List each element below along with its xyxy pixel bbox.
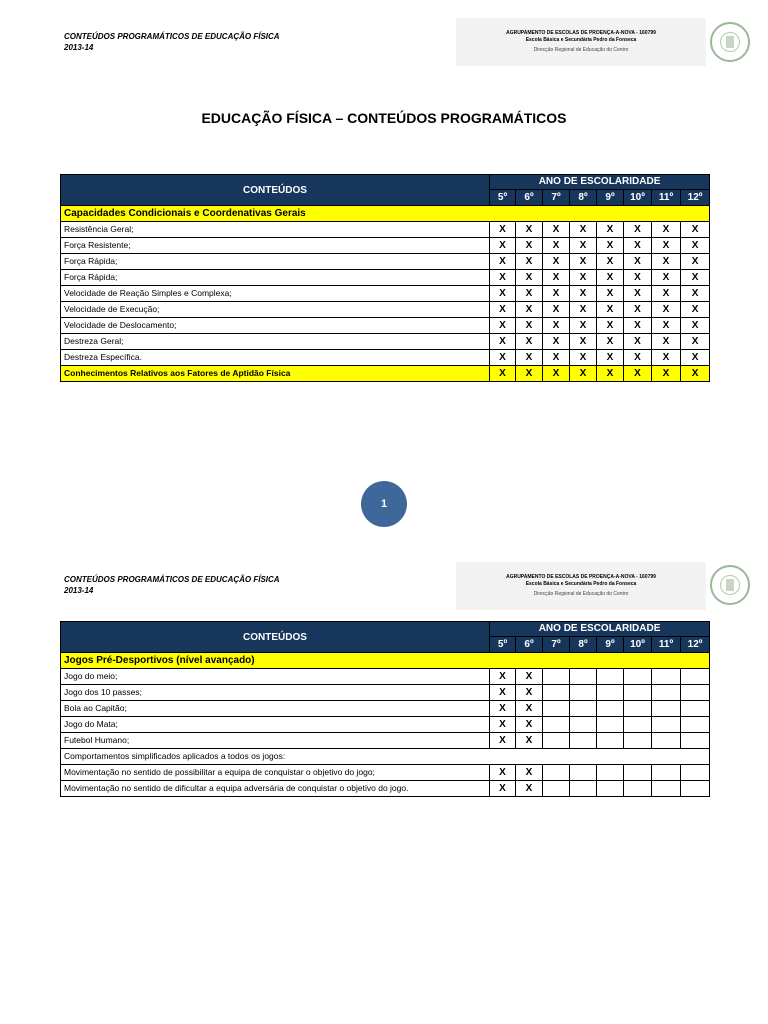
grade-mark-cell: X bbox=[516, 765, 543, 781]
grade-mark-cell: X bbox=[624, 222, 652, 238]
grade-mark-cell: X bbox=[490, 286, 516, 302]
grade-mark-cell: X bbox=[624, 254, 652, 270]
table-row bbox=[61, 350, 710, 366]
grade-mark-cell: X bbox=[516, 222, 543, 238]
grade-mark-cell: X bbox=[652, 302, 681, 318]
grade-mark-cell bbox=[624, 685, 652, 701]
grade-mark-cell bbox=[681, 781, 710, 797]
grade-mark-cell bbox=[597, 765, 624, 781]
grade-header: 7º bbox=[543, 190, 570, 206]
grade-mark-cell: X bbox=[516, 685, 543, 701]
grade-mark-cell: X bbox=[681, 270, 710, 286]
grade-mark-cell bbox=[597, 717, 624, 733]
school-logo-block bbox=[456, 562, 706, 610]
row-label: Velocidade de Reação Simples e Complexa; bbox=[61, 286, 490, 302]
grade-mark-cell: X bbox=[681, 366, 710, 382]
grade-mark-cell: X bbox=[570, 350, 597, 366]
row-label: Destreza Geral; bbox=[61, 334, 490, 350]
grade-mark-cell: X bbox=[681, 286, 710, 302]
table-row bbox=[61, 238, 710, 254]
grade-header: 7º bbox=[543, 637, 570, 653]
grade-mark-cell: X bbox=[543, 334, 570, 350]
grade-mark-cell bbox=[543, 733, 570, 749]
grade-mark-cell: X bbox=[652, 238, 681, 254]
grade-mark-cell: X bbox=[543, 286, 570, 302]
row-label: Força Rápida; bbox=[61, 254, 490, 270]
grade-header: 10º bbox=[624, 190, 652, 206]
grade-mark-cell: X bbox=[516, 270, 543, 286]
grade-header: 5º bbox=[490, 190, 516, 206]
grade-mark-cell: X bbox=[652, 318, 681, 334]
grade-mark-cell bbox=[543, 701, 570, 717]
grade-mark-cell: X bbox=[490, 334, 516, 350]
school-subname-line: Escola Básica e Secundária Pedro da Fonseca bbox=[525, 37, 637, 43]
table-row bbox=[61, 254, 710, 270]
school-region-line: Direcção Regional de Educação do Centro bbox=[533, 47, 629, 53]
grade-mark-cell: X bbox=[516, 318, 543, 334]
grade-mark-cell: X bbox=[681, 222, 710, 238]
grade-mark-cell bbox=[570, 701, 597, 717]
grade-mark-cell bbox=[543, 669, 570, 685]
subheading-text: Comportamentos simplificados aplicados a todos os jogos: bbox=[61, 749, 710, 765]
grade-header: 12º bbox=[681, 637, 710, 653]
grade-header: 6º bbox=[516, 637, 543, 653]
row-label: Velocidade de Execução; bbox=[61, 302, 490, 318]
header-title: CONTEÚDOS PROGRAMÁTICOS DE EDUCAÇÃO FÍSICA bbox=[64, 32, 280, 41]
school-logo-block bbox=[456, 18, 706, 66]
grade-mark-cell: X bbox=[490, 685, 516, 701]
row-label: Bola ao Capitão; bbox=[61, 701, 490, 717]
grade-mark-cell: X bbox=[570, 238, 597, 254]
grade-mark-cell: X bbox=[516, 669, 543, 685]
conteudos-column-header: CONTEÚDOS bbox=[61, 175, 490, 206]
row-label: Movimentação no sentido de dificultar a equipa adversária de conquistar o objetivo do jogo. bbox=[61, 781, 490, 797]
grade-mark-cell bbox=[652, 765, 681, 781]
grade-mark-cell: X bbox=[516, 733, 543, 749]
grade-mark-cell: X bbox=[624, 238, 652, 254]
grade-mark-cell bbox=[624, 669, 652, 685]
row-label: Conhecimentos Relativos aos Fatores de Aptidão Física bbox=[61, 366, 490, 382]
school-subname-line: Escola Básica e Secundária Pedro da Fonseca bbox=[525, 581, 637, 587]
grade-mark-cell bbox=[597, 669, 624, 685]
grade-mark-cell bbox=[624, 765, 652, 781]
grade-mark-cell: X bbox=[681, 254, 710, 270]
grade-mark-cell: X bbox=[516, 302, 543, 318]
page-title: EDUCAÇÃO FÍSICA – CONTEÚDOS PROGRAMÁTICOS bbox=[201, 110, 567, 126]
grade-mark-cell: X bbox=[490, 318, 516, 334]
grade-mark-cell: X bbox=[597, 286, 624, 302]
grade-mark-cell bbox=[624, 717, 652, 733]
grade-mark-cell bbox=[624, 733, 652, 749]
grade-mark-cell: X bbox=[543, 366, 570, 382]
grade-mark-cell: X bbox=[597, 222, 624, 238]
grade-mark-cell: X bbox=[516, 701, 543, 717]
grade-mark-cell: X bbox=[490, 781, 516, 797]
grade-mark-cell bbox=[681, 765, 710, 781]
conteudos-column-header: CONTEÚDOS bbox=[61, 622, 490, 653]
grade-mark-cell: X bbox=[681, 238, 710, 254]
school-seal-icon bbox=[710, 565, 750, 605]
grade-mark-cell: X bbox=[570, 318, 597, 334]
table-row bbox=[61, 270, 710, 286]
grade-mark-cell: X bbox=[624, 270, 652, 286]
grade-mark-cell: X bbox=[570, 366, 597, 382]
grade-header: 8º bbox=[570, 190, 597, 206]
grade-mark-cell: X bbox=[652, 222, 681, 238]
grade-mark-cell bbox=[570, 781, 597, 797]
grade-mark-cell: X bbox=[490, 238, 516, 254]
row-label: Força Resistente; bbox=[61, 238, 490, 254]
row-label: Jogo do Mata; bbox=[61, 717, 490, 733]
grade-mark-cell bbox=[570, 717, 597, 733]
school-name-line: AGRUPAMENTO DE ESCOLAS DE PROENÇA-A-NOVA - 160799 bbox=[506, 30, 656, 36]
table-row bbox=[61, 733, 710, 749]
grade-mark-cell: X bbox=[652, 366, 681, 382]
row-label: Jogo do meio; bbox=[61, 669, 490, 685]
grade-mark-cell: X bbox=[516, 334, 543, 350]
grade-mark-cell: X bbox=[570, 222, 597, 238]
grade-mark-cell: X bbox=[490, 765, 516, 781]
grade-header: 5º bbox=[490, 637, 516, 653]
table-row bbox=[61, 286, 710, 302]
school-seal-icon bbox=[710, 22, 750, 62]
grade-mark-cell: X bbox=[570, 302, 597, 318]
grade-mark-cell bbox=[543, 717, 570, 733]
header-year: 2013-14 bbox=[64, 43, 94, 52]
grade-mark-cell: X bbox=[681, 334, 710, 350]
grade-mark-cell: X bbox=[490, 254, 516, 270]
grade-mark-cell: X bbox=[597, 238, 624, 254]
row-label: Futebol Humano; bbox=[61, 733, 490, 749]
table-row bbox=[61, 334, 710, 350]
table-row bbox=[61, 781, 710, 797]
grade-mark-cell: X bbox=[597, 350, 624, 366]
grade-mark-cell bbox=[597, 701, 624, 717]
grade-mark-cell: X bbox=[490, 350, 516, 366]
table-row bbox=[61, 717, 710, 733]
grade-mark-cell: X bbox=[543, 238, 570, 254]
page-number-badge: 1 bbox=[361, 481, 407, 527]
grade-mark-cell bbox=[570, 685, 597, 701]
grade-mark-cell: X bbox=[516, 717, 543, 733]
grade-mark-cell: X bbox=[490, 717, 516, 733]
table-row bbox=[61, 765, 710, 781]
grade-mark-cell bbox=[570, 765, 597, 781]
grade-mark-cell: X bbox=[570, 334, 597, 350]
grade-mark-cell bbox=[543, 685, 570, 701]
grade-header: 11º bbox=[652, 190, 681, 206]
grade-mark-cell bbox=[652, 733, 681, 749]
row-label: Movimentação no sentido de possibilitar a equipa de conquistar o objetivo do jogo; bbox=[61, 765, 490, 781]
grade-header: 9º bbox=[597, 190, 624, 206]
grade-mark-cell: X bbox=[516, 781, 543, 797]
grade-mark-cell: X bbox=[490, 669, 516, 685]
grade-mark-cell bbox=[652, 669, 681, 685]
table-row bbox=[61, 302, 710, 318]
row-label: Destreza Específica. bbox=[61, 350, 490, 366]
page1-header-text bbox=[64, 31, 280, 53]
school-name-line: AGRUPAMENTO DE ESCOLAS DE PROENÇA-A-NOVA - 160799 bbox=[506, 574, 656, 580]
grade-mark-cell bbox=[543, 765, 570, 781]
section-heading: Capacidades Condicionais e Coordenativas Gerais bbox=[61, 206, 710, 222]
grade-mark-cell: X bbox=[624, 350, 652, 366]
grade-mark-cell: X bbox=[516, 286, 543, 302]
grade-mark-cell: X bbox=[516, 238, 543, 254]
grade-mark-cell: X bbox=[543, 302, 570, 318]
grade-mark-cell: X bbox=[652, 350, 681, 366]
grade-mark-cell: X bbox=[652, 254, 681, 270]
grade-mark-cell bbox=[652, 717, 681, 733]
grade-mark-cell: X bbox=[543, 270, 570, 286]
grade-mark-cell: X bbox=[490, 733, 516, 749]
grade-mark-cell: X bbox=[597, 270, 624, 286]
grade-mark-cell: X bbox=[597, 366, 624, 382]
grade-mark-cell: X bbox=[681, 350, 710, 366]
grade-mark-cell: X bbox=[570, 286, 597, 302]
grade-mark-cell: X bbox=[543, 318, 570, 334]
subheading-row bbox=[61, 749, 710, 765]
grade-mark-cell: X bbox=[652, 270, 681, 286]
grade-mark-cell: X bbox=[490, 302, 516, 318]
grade-header: 11º bbox=[652, 637, 681, 653]
table-row bbox=[61, 222, 710, 238]
grade-header: 12º bbox=[681, 190, 710, 206]
table-row bbox=[61, 366, 710, 382]
grade-mark-cell: X bbox=[490, 701, 516, 717]
table-row bbox=[61, 701, 710, 717]
ano-escolaridade-header: ANO DE ESCOLARIDADE bbox=[490, 175, 710, 190]
row-label: Velocidade de Deslocamento; bbox=[61, 318, 490, 334]
grade-header: 9º bbox=[597, 637, 624, 653]
page2-header-text bbox=[64, 574, 280, 596]
grade-mark-cell bbox=[681, 669, 710, 685]
contents-table-page2 bbox=[60, 621, 710, 797]
grade-mark-cell: X bbox=[652, 334, 681, 350]
grade-mark-cell bbox=[597, 781, 624, 797]
grade-mark-cell: X bbox=[681, 302, 710, 318]
grade-mark-cell: X bbox=[490, 270, 516, 286]
grade-mark-cell bbox=[681, 733, 710, 749]
table-row bbox=[61, 669, 710, 685]
grade-mark-cell: X bbox=[624, 318, 652, 334]
grade-mark-cell: X bbox=[652, 286, 681, 302]
row-label: Jogo dos 10 passes; bbox=[61, 685, 490, 701]
row-label: Força Rápida; bbox=[61, 270, 490, 286]
grade-header: 8º bbox=[570, 637, 597, 653]
grade-mark-cell: X bbox=[624, 302, 652, 318]
row-label: Resistência Geral; bbox=[61, 222, 490, 238]
grade-mark-cell bbox=[681, 717, 710, 733]
header-title: CONTEÚDOS PROGRAMÁTICOS DE EDUCAÇÃO FÍSICA bbox=[64, 575, 280, 584]
grade-mark-cell bbox=[543, 781, 570, 797]
ano-escolaridade-header: ANO DE ESCOLARIDADE bbox=[490, 622, 710, 637]
grade-mark-cell: X bbox=[570, 270, 597, 286]
grade-mark-cell: X bbox=[543, 254, 570, 270]
grade-mark-cell: X bbox=[570, 254, 597, 270]
grade-mark-cell bbox=[570, 733, 597, 749]
section-heading: Jogos Pré-Desportivos (nível avançado) bbox=[61, 653, 710, 669]
grade-mark-cell bbox=[570, 669, 597, 685]
grade-header: 10º bbox=[624, 637, 652, 653]
grade-header: 6º bbox=[516, 190, 543, 206]
grade-mark-cell: X bbox=[624, 366, 652, 382]
grade-mark-cell bbox=[681, 701, 710, 717]
grade-mark-cell: X bbox=[597, 334, 624, 350]
grade-mark-cell bbox=[681, 685, 710, 701]
grade-mark-cell: X bbox=[597, 254, 624, 270]
grade-mark-cell: X bbox=[624, 334, 652, 350]
grade-mark-cell: X bbox=[681, 318, 710, 334]
grade-mark-cell: X bbox=[490, 222, 516, 238]
grade-mark-cell bbox=[597, 733, 624, 749]
grade-mark-cell bbox=[624, 701, 652, 717]
grade-mark-cell: X bbox=[516, 254, 543, 270]
header-year: 2013-14 bbox=[64, 586, 94, 595]
grade-mark-cell bbox=[652, 685, 681, 701]
grade-mark-cell: X bbox=[624, 286, 652, 302]
grade-mark-cell: X bbox=[597, 302, 624, 318]
grade-mark-cell: X bbox=[490, 366, 516, 382]
table-row bbox=[61, 318, 710, 334]
grade-mark-cell bbox=[597, 685, 624, 701]
school-region-line: Direcção Regional de Educação do Centro bbox=[533, 591, 629, 597]
grade-mark-cell: X bbox=[516, 366, 543, 382]
grade-mark-cell bbox=[652, 701, 681, 717]
contents-table-page1 bbox=[60, 174, 710, 382]
grade-mark-cell bbox=[624, 781, 652, 797]
table-row bbox=[61, 685, 710, 701]
grade-mark-cell: X bbox=[543, 222, 570, 238]
grade-mark-cell: X bbox=[597, 318, 624, 334]
grade-mark-cell bbox=[652, 781, 681, 797]
grade-mark-cell: X bbox=[543, 350, 570, 366]
grade-mark-cell: X bbox=[516, 350, 543, 366]
